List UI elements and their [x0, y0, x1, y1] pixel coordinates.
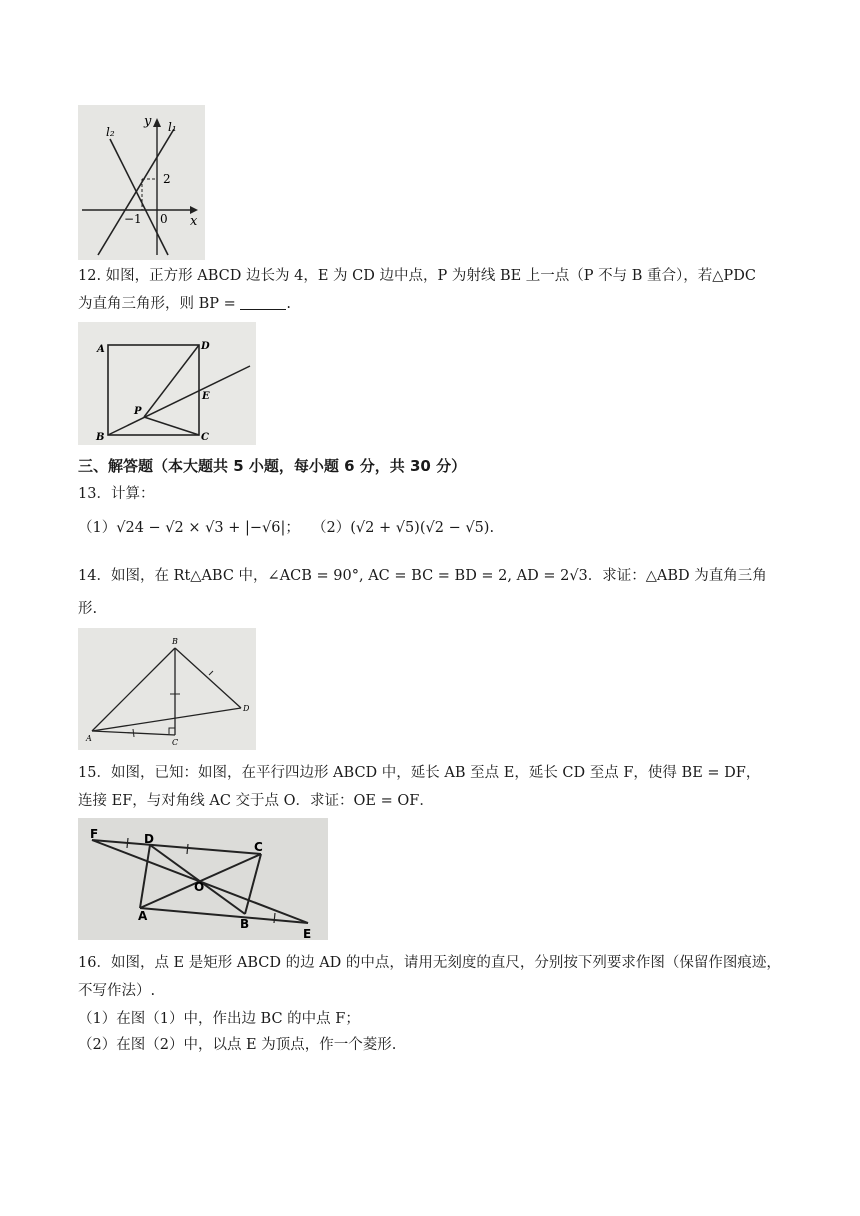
point-a-label: A — [138, 909, 148, 923]
line-l2-label: l₂ — [106, 125, 115, 139]
section-3-heading: 三、解答题（本大题共 5 小题，每小题 6 分，共 30 分） — [78, 457, 467, 475]
tick-neg-one-label: −1 — [124, 212, 142, 226]
q15-parallelogram-figure — [78, 818, 328, 940]
point-c-label: C — [201, 432, 209, 443]
point-e-label: E — [202, 391, 210, 402]
point-o-label: O — [194, 880, 205, 894]
point-a-label: A — [86, 734, 92, 743]
q12-square-figure — [78, 322, 256, 445]
point-d-label: D — [243, 704, 250, 713]
point-e-label: E — [303, 927, 312, 940]
q14-triangle-figure — [78, 628, 256, 750]
point-b-label: B — [96, 432, 105, 443]
answer-blank — [240, 295, 286, 310]
q14-question-line2: 形. — [78, 601, 98, 617]
point-c-label: C — [254, 840, 263, 854]
point-p-label: P — [134, 406, 142, 417]
q14-question-line1: 14．如图，在 Rt△ABC 中，∠ACB = 90°, AC = BC = BD = 2, AD = 2√3．求证：△ABD 为直角三角 — [78, 568, 767, 584]
point-f-label: F — [90, 827, 99, 841]
q16-question-line2: 不写作法）. — [78, 983, 156, 999]
point-d-label: D — [144, 832, 154, 846]
q12-question-line1: 12. 如图，正方形 ABCD 边长为 4，E 为 CD 边中点，P 为射线 BE 上一点（P 不与 B 重合），若△PDC — [78, 268, 756, 284]
q11-graph-figure — [78, 105, 205, 260]
q16-part1: （1）在图（1）中，作出边 BC 的中点 F； — [78, 1011, 360, 1027]
tick-two-label: 2 — [163, 172, 171, 186]
q12-line2-suffix: . — [286, 296, 291, 312]
x-axis-label: x — [190, 214, 198, 229]
q12-question-line2 — [78, 294, 291, 314]
q15-question-line2: 连接 EF，与对角线 AC 交于点 O．求证：OE = OF． — [78, 793, 434, 809]
q13-part2: （2）(√2 + √5)(√2 − √5). — [312, 520, 495, 536]
point-b-label: B — [172, 637, 178, 646]
point-b-label: B — [240, 917, 250, 931]
q16-part2: （2）在图（2）中，以点 E 为顶点，作一个菱形. — [78, 1037, 397, 1053]
q15-question-line1: 15．如图，已知：如图，在平行四边形 ABCD 中，延长 AB 至点 E，延长 CD 至点 F，使得 BE = DF， — [78, 765, 761, 781]
q16-question-line1: 16．如图，点 E 是矩形 ABCD 的边 AD 的中点，请用无刻度的直尺，分别按下列要求作图（保留作图痕迹， — [78, 955, 781, 971]
point-c-label: C — [172, 738, 179, 747]
q13-part1: （1）√24 − √2 × √3 + |−√6|； — [78, 520, 300, 536]
y-axis-label: y — [144, 114, 152, 129]
q13-title: 13．计算： — [78, 486, 155, 502]
q12-line2-prefix: 为直角三角形，则 BP = — [78, 296, 236, 312]
origin-label: 0 — [160, 212, 168, 226]
point-a-label: A — [97, 344, 105, 355]
point-d-label: D — [201, 341, 210, 352]
line-l1-label: l₁ — [168, 120, 177, 134]
